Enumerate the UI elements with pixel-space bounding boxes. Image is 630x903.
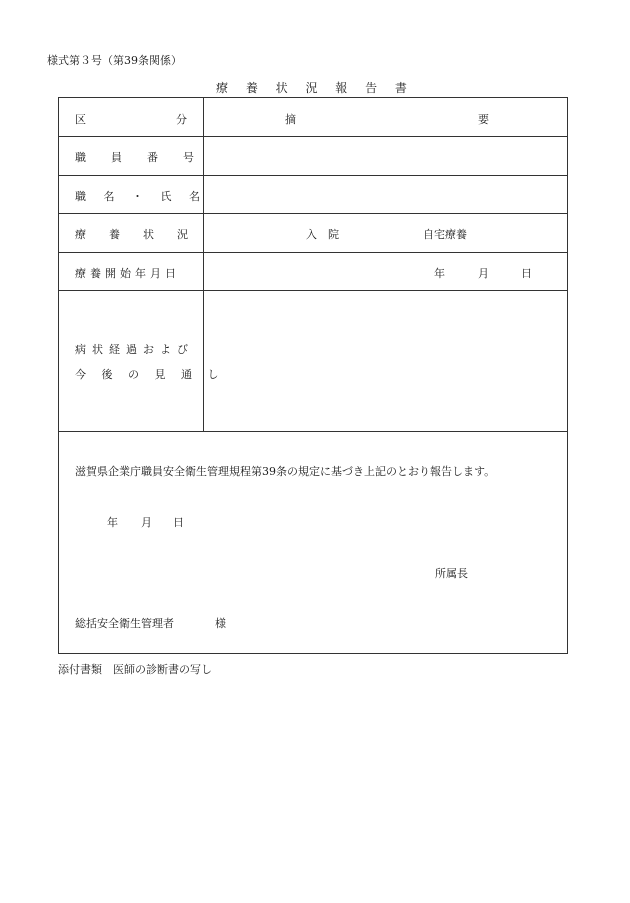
form-number: 様式第３号（第39条関係） (47, 54, 182, 67)
attachment-note: 添付書類 医師の診断書の写し (58, 663, 212, 676)
option-home-treatment: 自宅療養 (423, 228, 467, 241)
report-form-table (58, 97, 568, 654)
start-date-month: 月 (478, 267, 489, 280)
row-divider (59, 213, 567, 214)
row-divider (59, 252, 567, 253)
addressee-label: 総括安全衛生管理者 (75, 617, 174, 630)
header-kubun-left: 区 (75, 113, 86, 126)
header-kubun-right: 分 (176, 113, 187, 126)
label-progress-line2: 今 後 の 見 通 し (75, 368, 225, 381)
label-start-date: 療養開始年月日 (75, 267, 180, 280)
header-summary-left: 摘 (285, 113, 296, 126)
row-divider (59, 136, 567, 137)
label-progress-line1: 病状経過および (75, 343, 194, 356)
row-divider (59, 290, 567, 291)
start-date-year: 年 (434, 267, 445, 280)
row-divider (59, 175, 567, 176)
label-treatment-status: 療 養 状 況 (75, 228, 194, 241)
declaration-month: 月 (141, 516, 152, 529)
label-position-name: 職 名 ・ 氏 名 (75, 190, 207, 203)
row-divider (59, 431, 567, 432)
declaration-day: 日 (173, 516, 184, 529)
affiliation-head-label: 所属長 (435, 567, 468, 580)
declaration-text: 滋賀県企業庁職員安全衛生管理規程第39条の規定に基づき上記のとおり報告します。 (75, 465, 496, 478)
label-employee-number: 職 員 番 号 (75, 151, 201, 164)
document-title: 療 養 状 況 報 告 書 (216, 81, 414, 95)
declaration-year: 年 (107, 516, 118, 529)
option-hospitalized: 入 院 (306, 228, 339, 241)
start-date-day: 日 (521, 267, 532, 280)
header-summary-right: 要 (478, 113, 489, 126)
honorific-label: 様 (215, 617, 226, 630)
